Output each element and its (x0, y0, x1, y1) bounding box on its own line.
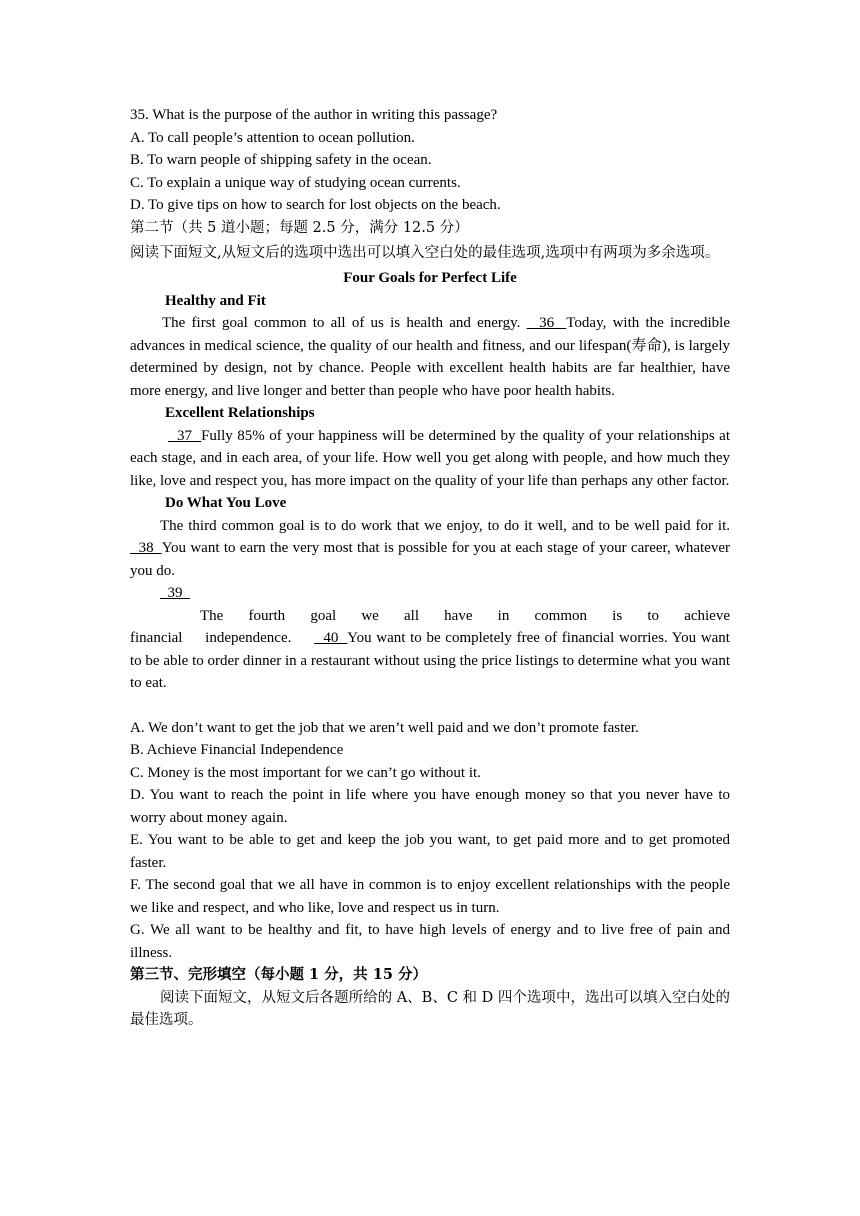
paragraph-2-text: Fully 85% of your happiness will be determined by the quality of your relationships at each stage, and in each area, of your life. How well you get along with people, and how much they like, love and respect you, has more impact on the quality of your life than perhaps any other factor. (130, 427, 730, 489)
option-c: C. Money is the most important for we can’t go without it. (130, 764, 481, 781)
paragraph-1-end: Today, with the incredible advances in medical science, the quality of our health and fitness, and our lifespan(寿命), is largely determined by design, not by chance. People with excellent health habits are far healthier, have more energy, and live longer and better than people who have poor health habits. (130, 315, 730, 399)
paragraph-3-start: The third common goal is to do work that we enjoy, to do it well, and to be well paid for it. (160, 517, 730, 534)
paragraph-3 (130, 515, 730, 583)
heading-do-what-you-love: Do What You Love (165, 495, 287, 511)
option-d: D. You want to reach the point in life where you have enough money so that you never have to worry about money again. (130, 787, 730, 826)
question-35-stem: 35. What is the purpose of the author in writing this passage? (130, 107, 498, 123)
option-e: E. You want to be able to get and keep the job you want, to get paid more and to get promoted faster. (130, 832, 730, 871)
option-a: A. We don’t want to get the job that we aren’t well paid and we don’t promote faster. (130, 719, 639, 736)
option-f: F. The second goal that we all have in common is to enjoy excellent relationships with the people we like and respect, and who like, love and respect us in turn. (130, 877, 730, 916)
heading-excellent-relationships: Excellent Relationships (165, 405, 315, 421)
question-35-option-a: A. To call people’s attention to ocean pollution. (130, 129, 415, 146)
paragraph-2 (130, 425, 730, 493)
paragraph-4 (130, 605, 730, 695)
option-g: G. We all want to be healthy and fit, to have high levels of energy and to live free of pain and illness. (130, 922, 730, 961)
heading-healthy-and-fit: Healthy and Fit (165, 292, 266, 309)
section-3-header: 第三节、完形填空（每小题 1 分，共 15 分） (130, 966, 427, 983)
section-3-instruction: 阅读下面短文，从短文后各题所给的 A、B、C 和 D 四个选项中，选出可以填入空白处的最佳选项。 (130, 989, 730, 1028)
blank-37: 37 (168, 427, 202, 444)
paragraph-3-end: You want to earn the very most that is possible for you at each stage of your career, whatever you do. (130, 540, 730, 579)
paragraph-4-end: You want to be completely free of financial worries. You want to be able to order dinner in a restaurant without using the price listings to determine what you want to eat. (130, 630, 730, 691)
option-b: B. Achieve Financial Independence (130, 742, 344, 758)
question-35-option-c: C. To explain a unique way of studying ocean currents. (130, 174, 461, 191)
document-page (130, 104, 730, 1032)
blank-40: 40 (314, 630, 348, 646)
passage-title: Four Goals for Perfect Life (343, 270, 517, 286)
question-35-option-d: D. To give tips on how to search for lost objects on the beach. (130, 197, 501, 213)
section-2-header: 第二节（共 5 道小题；每题 2.5 分，满分 12.5 分） (130, 219, 469, 236)
section-2-instruction: 阅读下面短文,从短文后的选项中选出可以填入空白处的最佳选项,选项中有两项为多余选项。 (130, 245, 720, 261)
question-35-option-b: B. To warn people of shipping safety in the ocean. (130, 152, 432, 168)
paragraph-1-start: The first goal common to all of us is health and energy. (162, 315, 527, 331)
blank-39: 39 (160, 585, 190, 601)
blank-36: 36 (526, 315, 567, 331)
paragraph-1 (130, 312, 730, 402)
paragraph-4-start: The fourth goal we all have in common is to achieve financial independence. (130, 607, 730, 646)
heading-blank-39 (130, 582, 730, 605)
blank-38: 38 (130, 540, 162, 556)
